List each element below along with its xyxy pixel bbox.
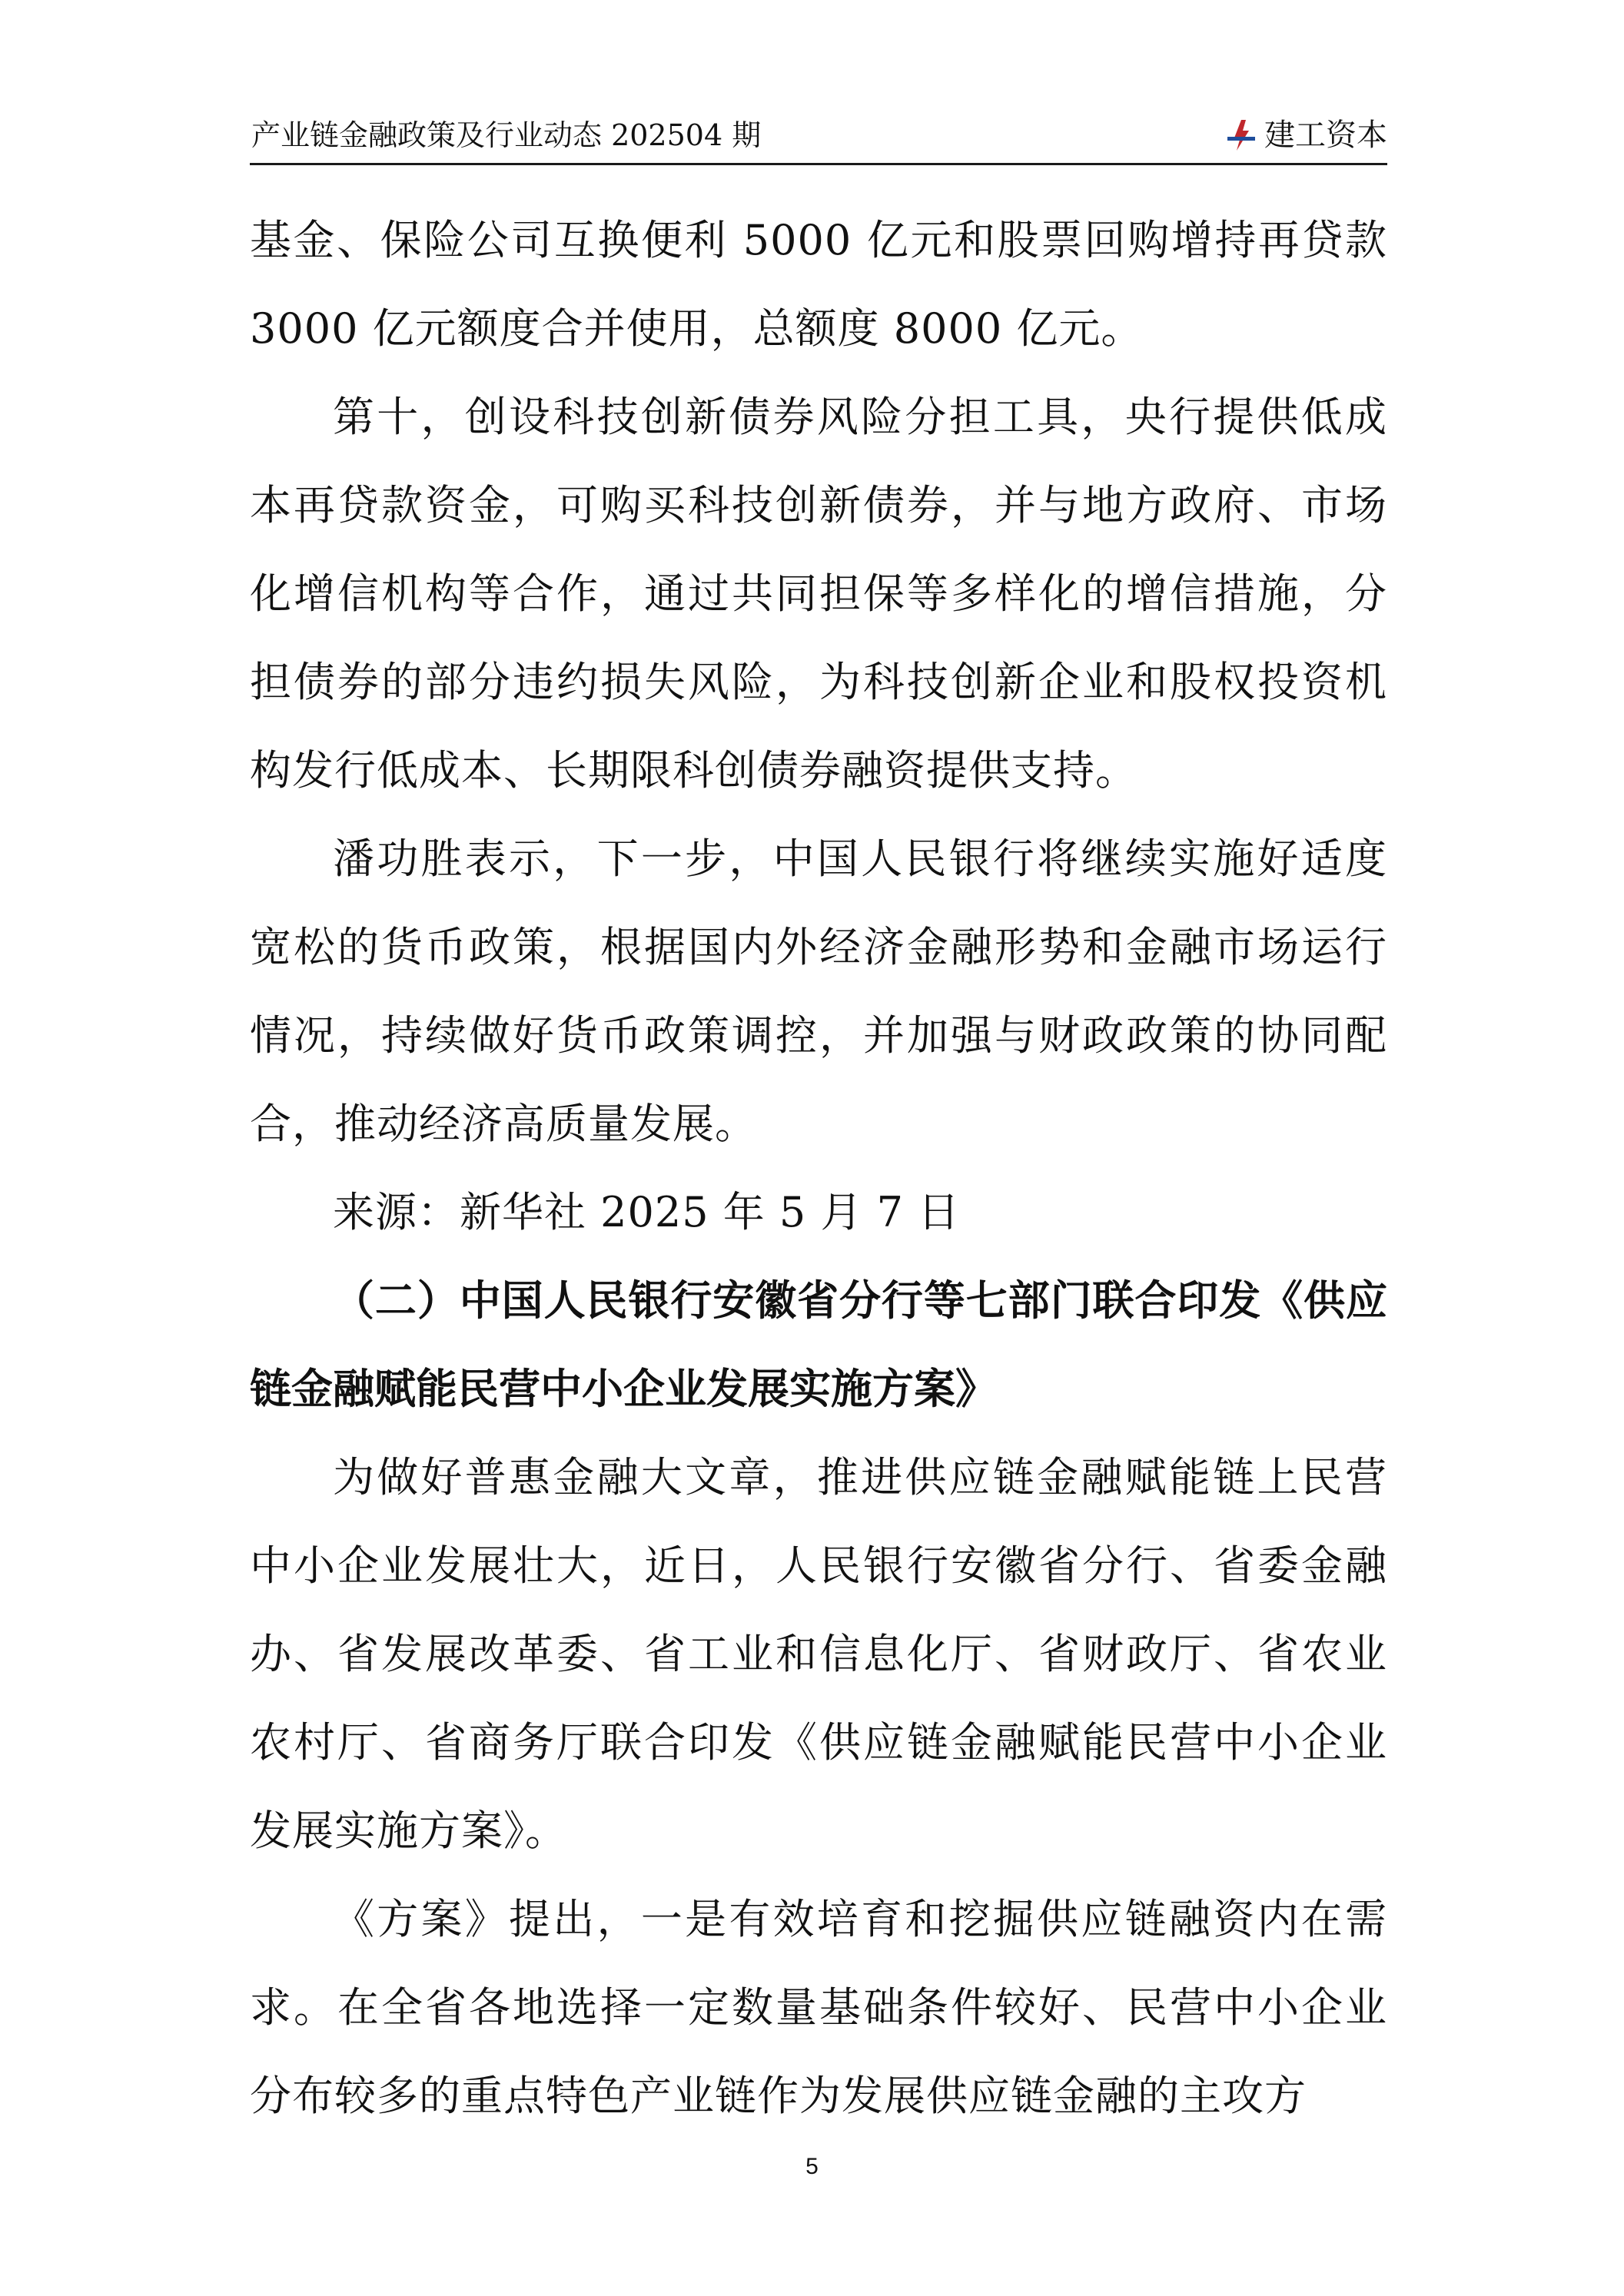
section-heading: （二）中国人民银行安徽省分行等七部门联合印发《供应链金融赋能民营中小企业发展实施方案》 [250, 1276, 1387, 1413]
page-number: 5 [805, 2154, 819, 2179]
source-line: 来源：新华社 2025 年 5 月 7 日 [333, 1188, 961, 1236]
paragraph: 潘功胜表示，下一步，中国人民银行将继续实施好适度宽松的货币政策，根据国内外经济金融形势和金融市场运行情况，持续做好货币政策调控，并加强与财政政策的协同配合，推动经济高质量发展。 [250, 834, 1387, 1148]
paragraph: 为做好普惠金融大文章，推进供应链金融赋能链上民营中小企业发展壮大，近日，人民银行安徽省分行、省委金融办、省发展改革委、省工业和信息化厅、省财政厅、省农业农村厅、省商务厅联合印发《供应链金融赋能民营中小企业发展实施方案》。 [250, 1453, 1387, 1855]
document-body [250, 196, 1387, 2140]
paragraph: 《方案》提出，一是有效培育和挖掘供应链融资内在需求。在全省各地选择一定数量基础条件较好、民营中小企业分布较多的重点特色产业链作为发展供应链金融的主攻方 [250, 1895, 1387, 2120]
page-header [250, 114, 1387, 165]
paragraph: 基金、保险公司互换便利 5000 亿元和股票回购增持再贷款 3000 亿元额度合并使用，总额度 8000 亿元。 [250, 216, 1387, 353]
paragraph: 第十，创设科技创新债券风险分担工具，央行提供低成本再贷款资金，可购买科技创新债券，并与地方政府、市场化增信机构等合作，通过共同担保等多样化的增信措施，分担债券的部分违约损失风险，为科技创新企业和股权投资机构发行低成本、长期限科创债券融资提供支持。 [250, 393, 1387, 795]
jiangong-logo-icon [1223, 117, 1260, 154]
brand-name: 建工资本 [1264, 118, 1387, 153]
header-title: 产业链金融政策及行业动态 202504 期 [251, 118, 762, 152]
brand [1223, 114, 1387, 157]
